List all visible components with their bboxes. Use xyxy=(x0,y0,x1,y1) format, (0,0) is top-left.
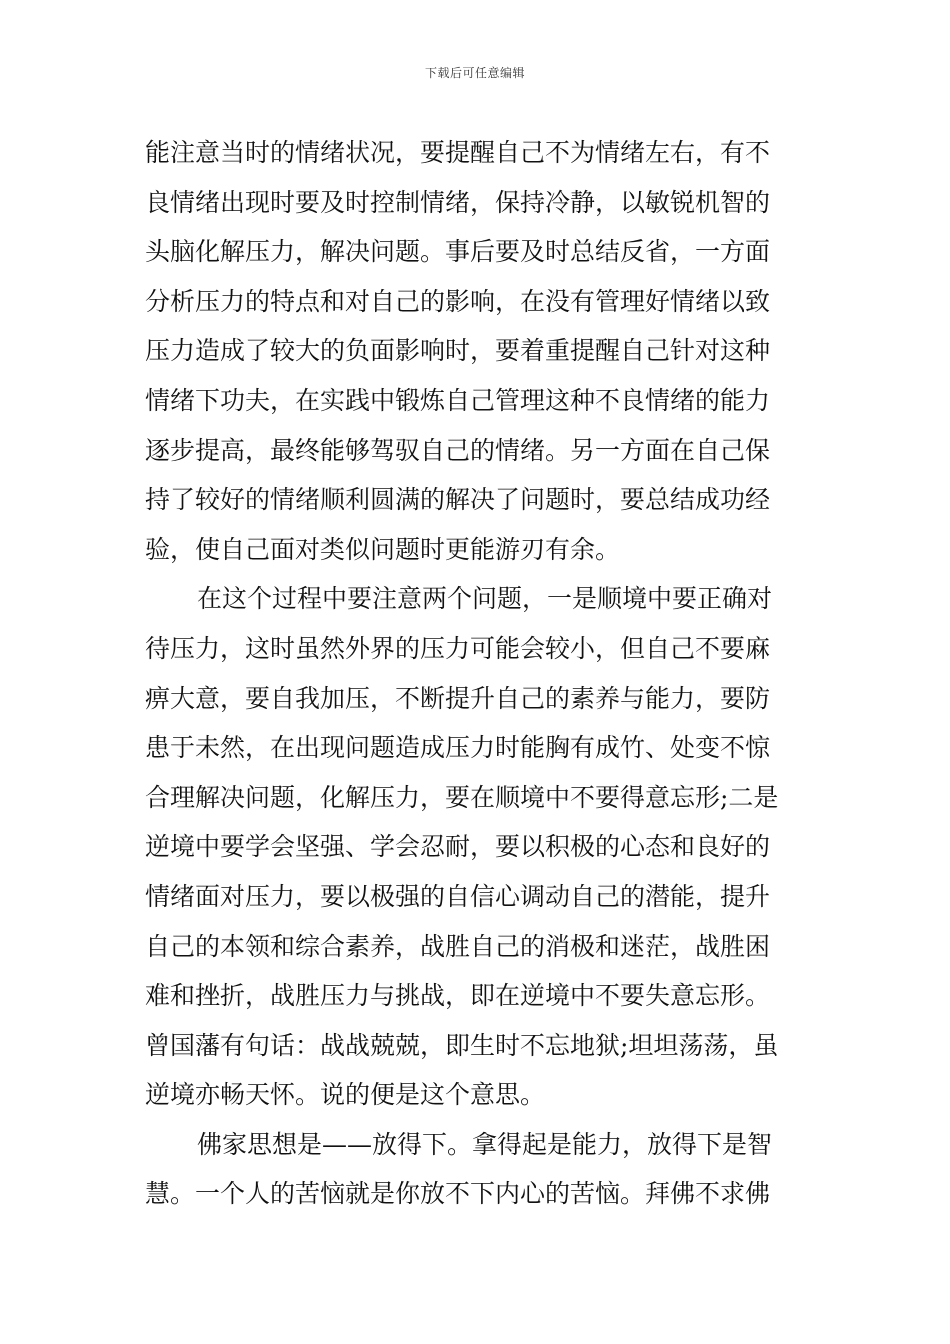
text-line: 持了较好的情绪顺利圆满的解决了问题时，要总结成功经 xyxy=(145,485,771,515)
text-line: 逆境中要学会坚强、学会忍耐，要以积极的心态和良好的 xyxy=(145,832,771,862)
text-line: 能注意当时的情绪状况，要提醒自己不为情绪左右，有不 xyxy=(145,138,771,167)
text-line: 逐步提高，最终能够驾驭自己的情绪。另一方面在自己保 xyxy=(145,435,771,465)
text-line: 头脑化解压力，解决问题。事后要及时总结反省，一方面 xyxy=(145,237,771,267)
text-line: 痹大意，要自我加压，不断提升自己的素养与能力，要防 xyxy=(145,683,771,713)
text-line: 验，使自己面对类似问题时更能游刃有余。 xyxy=(145,534,621,564)
text-line: 慧。一个人的苦恼就是你放不下内心的苦恼。拜佛不求佛 xyxy=(145,1179,771,1209)
text-line: 难和挫折，战胜压力与挑战，即在逆境中不要失意忘形。 xyxy=(145,981,771,1011)
text-line: 分析压力的特点和对自己的影响，在没有管理好情绪以致 xyxy=(145,286,771,316)
paragraph xyxy=(145,574,807,1120)
paragraph xyxy=(145,1120,807,1219)
text-line: 自己的本领和综合素养，战胜自己的消极和迷茫，战胜困 xyxy=(145,931,771,961)
text-line: 合理解决问题，化解压力，要在顺境中不要得意忘形;二是 xyxy=(145,782,779,812)
document-body xyxy=(145,128,807,1219)
text-line: 情绪下功夫，在实践中锻炼自己管理这种不良情绪的能力 xyxy=(145,385,771,415)
text-line: 曾国藩有句话：战战兢兢，即生时不忘地狱;坦坦荡荡，虽 xyxy=(145,1030,779,1060)
page-header: 下载后可任意编辑 xyxy=(424,66,525,80)
text-line-first: 佛家思想是——放得下。拿得起是能力，放得下是智 xyxy=(197,1129,773,1159)
paragraph xyxy=(145,128,807,574)
text-line: 情绪面对压力，要以极强的自信心调动自己的潜能，提升 xyxy=(145,881,771,911)
text-line: 良情绪出现时要及时控制情绪，保持冷静，以敏锐机智的 xyxy=(145,187,771,217)
text-line: 逆境亦畅天怀。说的便是这个意思。 xyxy=(145,1080,546,1110)
text-line: 待压力，这时虽然外界的压力可能会较小，但自己不要麻 xyxy=(145,633,771,663)
text-line-first: 在这个过程中要注意两个问题，一是顺境中要正确对 xyxy=(197,584,773,614)
text-line: 患于未然，在出现问题造成压力时能胸有成竹、处变不惊 xyxy=(145,733,771,763)
text-line: 压力造成了较大的负面影响时，要着重提醒自己针对这种 xyxy=(145,336,771,366)
